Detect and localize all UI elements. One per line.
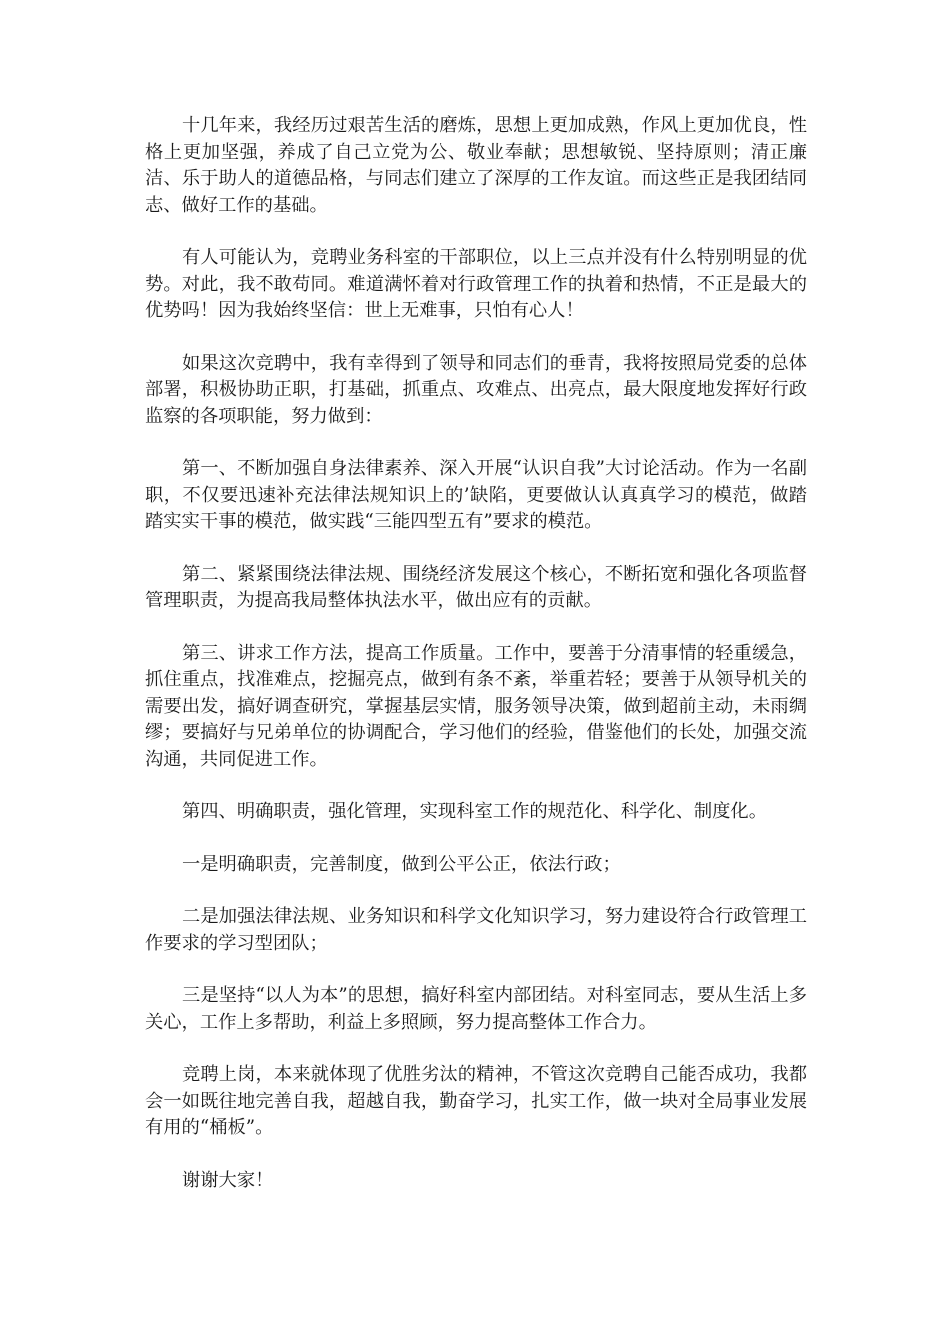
paragraph-9: 二是加强法律法规、业务知识和科学文化知识学习，努力建设符合行政管理工作要求的学习型团队； — [145, 906, 807, 954]
document-body — [145, 113, 807, 1220]
paragraph-10: 三是坚持“以人为本”的思想，搞好科室内部团结。对科室同志，要从生活上多关心，工作上多帮助，利益上多照顾，努力提高整体工作合力。 — [145, 985, 807, 1033]
paragraph-2: 有人可能认为，竞聘业务科室的干部职位，以上三点并没有什么特别明显的优势。对此，我不敢苟同。难道满怀着对行政管理工作的执着和热情，不正是最大的优势吗！因为我始终坚信：世上无难事，只怕有心人！ — [145, 247, 807, 321]
paragraph-4: 第一、不断加强自身法律素养、深入开展“认识自我”大讨论活动。作为一名副职，不仅要迅速补充法律法规知识上的’缺陷，更要做认认真真学习的模范，做踏踏实实干事的模范，做实践“三能四型五有”要求的模范。 — [145, 458, 807, 532]
paragraph-12: 谢谢大家！ — [182, 1169, 274, 1191]
paragraph-7: 第四、明确职责，强化管理，实现科室工作的规范化、科学化、制度化。 — [182, 801, 767, 822]
paragraph-8: 一是明确职责，完善制度，做到公平公正，依法行政； — [182, 853, 621, 875]
paragraph-11: 竞聘上岗，本来就体现了优胜劣汰的精神，不管这次竞聘自己能否成功，我都会一如既往地完善自我，超越自我，勤奋学习，扎实工作，做一块对全局事业发展有用的“桶板”。 — [145, 1064, 807, 1138]
paragraph-6: 第三、讲求工作方法，提高工作质量。工作中，要善于分清事情的轻重缓急，抓住重点，找准难点，挖掘亮点，做到有条不紊，举重若轻；要善于从领导机关的需要出发，搞好调查研究，掌握基层实情，服务领导决策，做到超前主动，未雨绸缪；要搞好与兄弟单位的协调配合，学习他们的经验，借鉴他们的长处，加强交流沟通，共同促进工作。 — [145, 642, 807, 770]
paragraph-1: 十几年来，我经历过艰苦生活的磨炼，思想上更加成熟，作风上更加优良，性格上更加坚强，养成了自己立党为公、敬业奉献；思想敏锐、坚持原则；清正廉洁、乐于助人的道德品格，与同志们建立了深厚的工作友谊。而这些正是我团结同志、做好工作的基础。 — [145, 115, 807, 216]
paragraph-5: 第二、紧紧围绕法律法规、围绕经济发展这个核心，不断拓宽和强化各项监督管理职责，为提高我局整体执法水平，做出应有的贡献。 — [145, 563, 807, 611]
paragraph-3: 如果这次竞聘中，我有幸得到了领导和同志们的垂青，我将按照局党委的总体部署，积极协助正职，打基础，抓重点、攻难点、出亮点，最大限度地发挥好行政监察的各项职能，努力做到： — [145, 352, 807, 427]
